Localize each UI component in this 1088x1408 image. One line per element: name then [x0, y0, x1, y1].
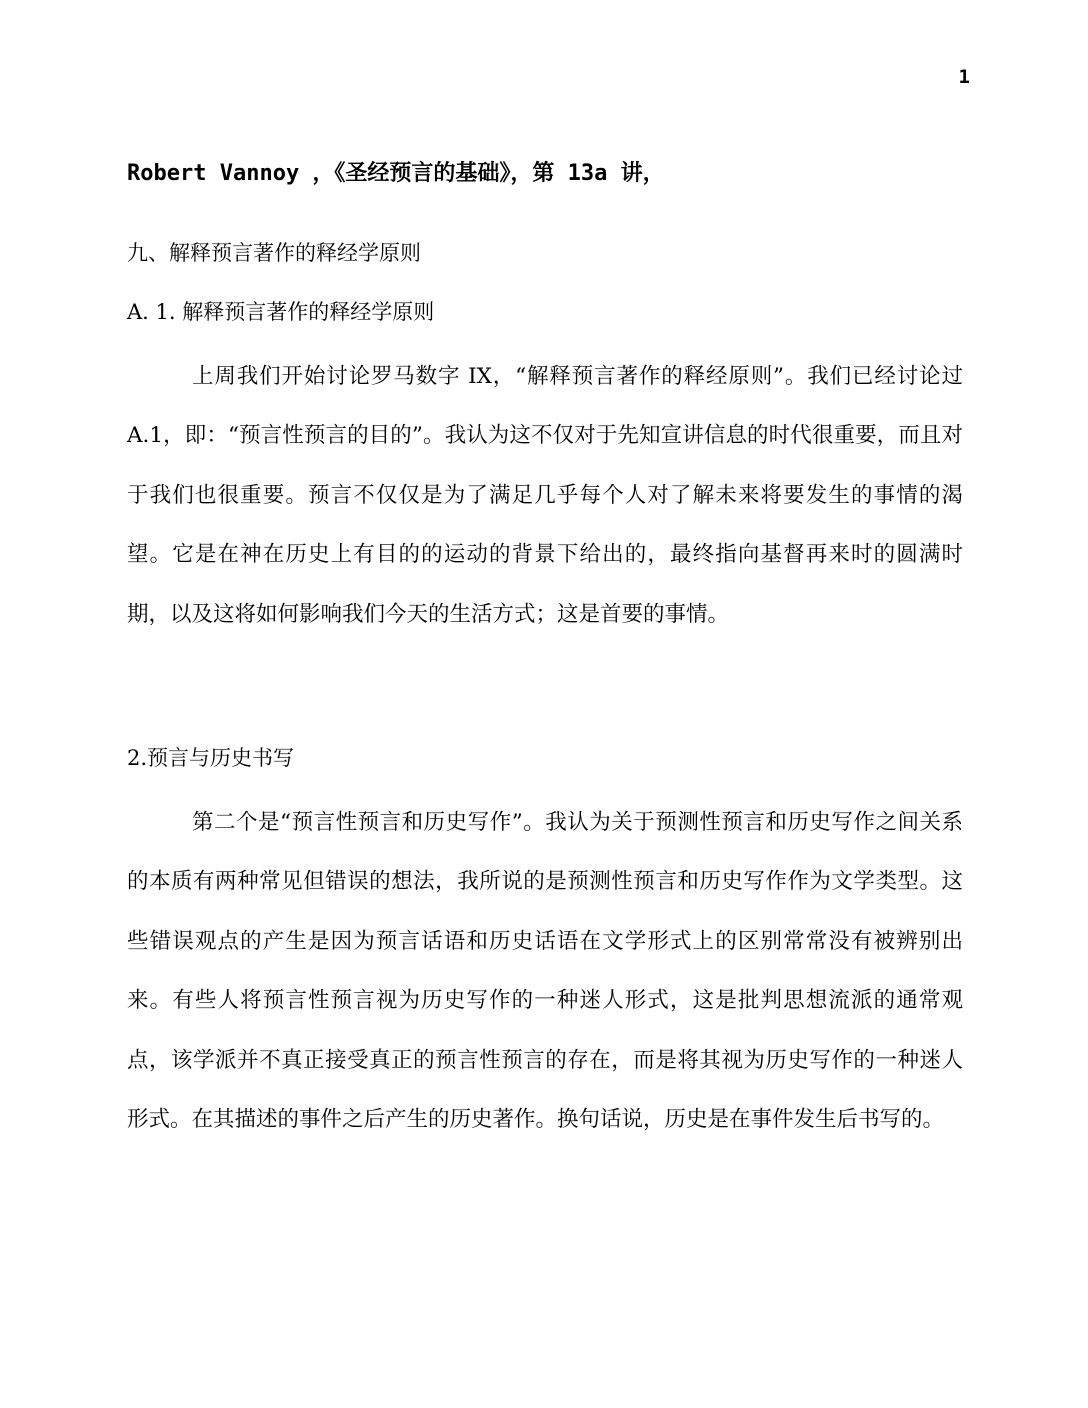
body-paragraph-1: 上周我们开始讨论罗马数字 IX，“解释预言著作的释经原则”。我们已经讨论过 A.1，即：“预言性预言的目的”。我认为这不仅对于先知宣讲信息的时代很重要，而且对于我们也很重要。预言不仅仅是为了满足几乎每个人对了解未来将要发生的事情的渴望。它是在神在历史上有目的的运动的背景下给出的，最终指向基督再来时的圆满时期，以及这将如何影响我们今天的生活方式；这是首要的事情。 [127, 364, 963, 627]
document-title: Robert Vannoy ，《圣经预言的基础》，第 13a 讲， [127, 161, 665, 186]
body-paragraph-2: 第二个是“预言性预言和历史写作”。我认为关于预测性预言和历史写作之间关系的本质有两种常见但错误的想法，我所说的是预测性预言和历史写作作为文学类型。这些错误观点的产生是因为预言话语和历史话语在文学形式上的区别常常没有被辨别出来。有些人将预言性预言视为历史写作的一种迷人形式，这是批判思想流派的通常观点，该学派并不真正接受真正的预言性预言的存在，而是将其视为历史写作的一种迷人形式。在其描述的事件之后产生的历史著作。换句话说，历史是在事件发生后书写的。 [127, 810, 963, 1133]
section-heading: 九、解释预言著作的释经学原则 [127, 241, 421, 265]
subheading-2: 2.预言与历史书写 [127, 746, 295, 770]
page-number: 1 [958, 66, 970, 88]
subheading-a1: A. 1. 解释预言著作的释经学原则 [127, 300, 435, 324]
